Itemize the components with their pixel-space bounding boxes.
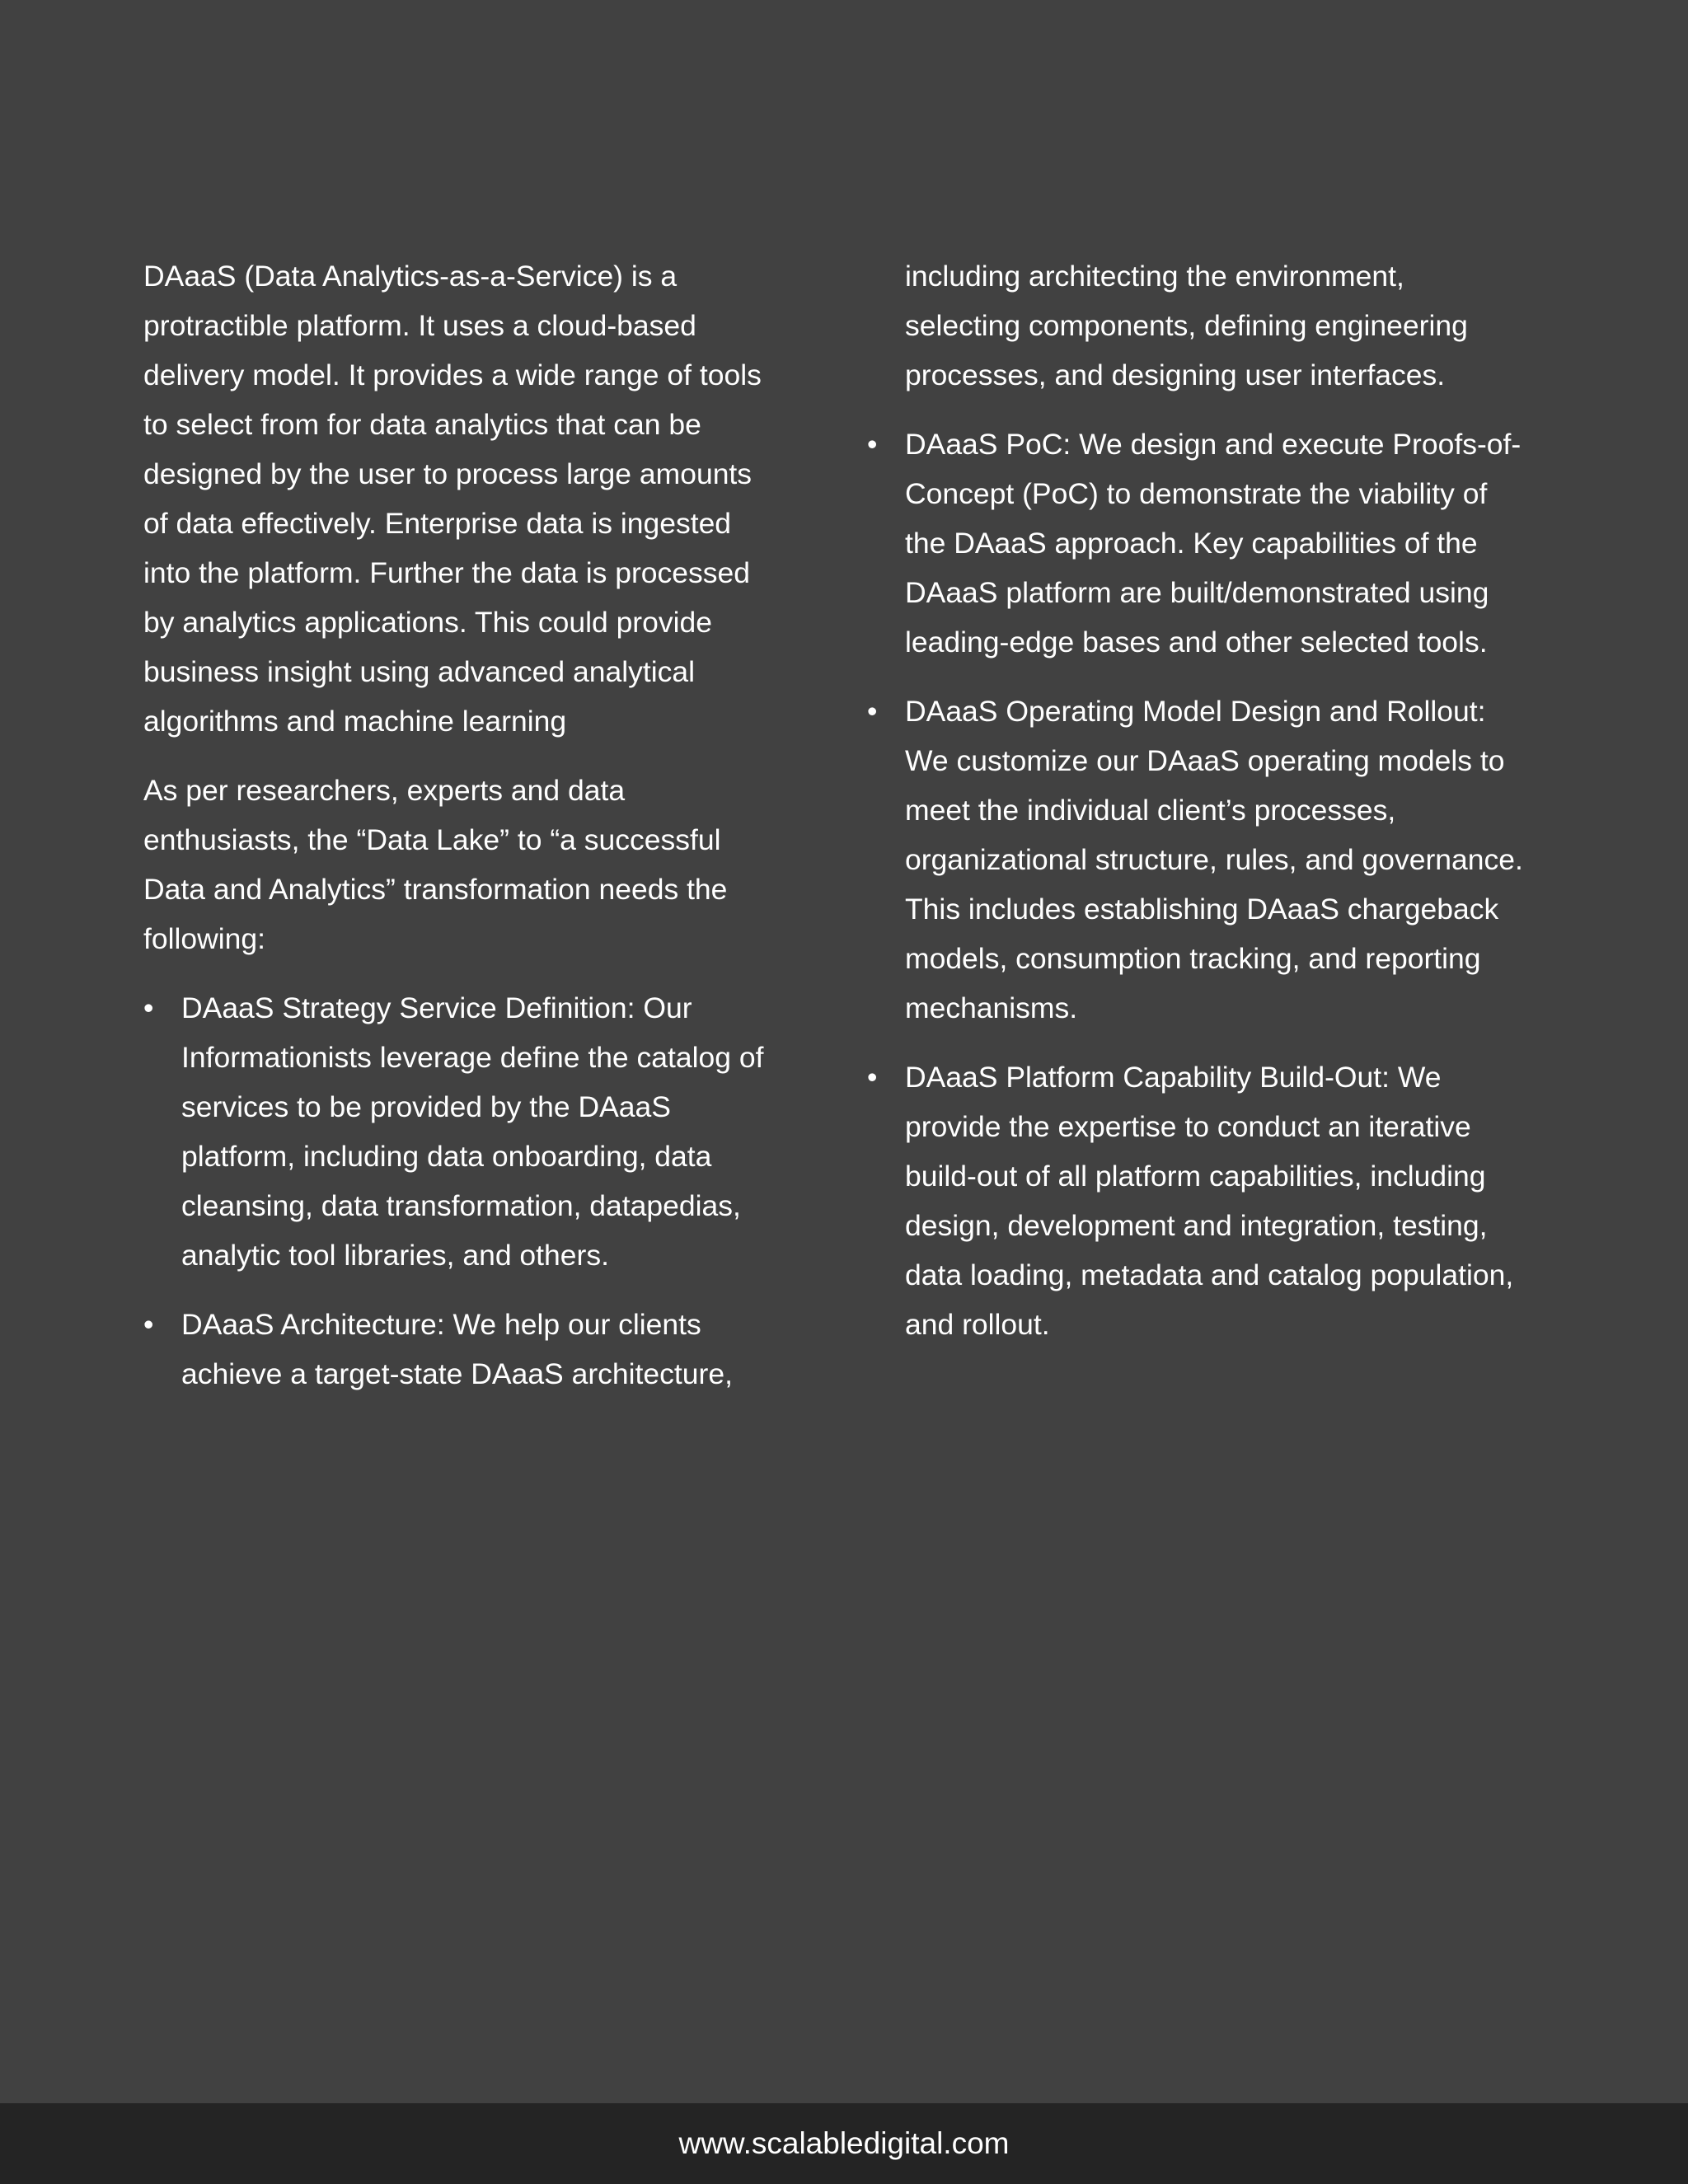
list-item-operating-model (867, 687, 1526, 1033)
list-item-strategy-service-definition (143, 983, 770, 1280)
list-item-text: DAaaS Operating Model Design and Rollout: We customize our DAaaS operating models to meet the individual client’s processes, organizational structure, rules, and governance. This includes establishing DAaaS chargeback models, consumption tracking, and reporting mechanisms. (905, 695, 1523, 1024)
list-item-text: DAaaS Architecture: We help our clients achieve a target-state DAaaS architecture, (181, 1308, 733, 1390)
right-column (867, 251, 1526, 1369)
bullet-icon: • (867, 428, 878, 461)
website-link[interactable]: www.scalabledigital.com (678, 2126, 1010, 2160)
architecture-continuation-text: including architecting the environment, selecting components, defining engineering processes, and designing user interfaces. (905, 260, 1468, 391)
bullet-icon: • (143, 1308, 154, 1341)
footer-bar (0, 2103, 1688, 2184)
services-list-right (867, 419, 1526, 1349)
list-item-text: DAaaS PoC: We design and execute Proofs-of-Concept (PoC) to demonstrate the viability of the DAaaS approach. Key capabilities of the DAaaS platform are built/demonstrated using leading-edge bases and other selected tools. (905, 428, 1522, 658)
left-column (143, 251, 770, 1418)
list-item-platform-build-out (867, 1052, 1526, 1349)
bullet-icon: • (867, 1061, 878, 1094)
list-item-text: DAaaS Strategy Service Definition: Our Informationists leverage define the catalog of services to be provided by the DAaaS platform, including data onboarding, data cleansing, data transformation, datapedias, analytic tool libraries, and others. (181, 991, 764, 1272)
requirements-intro-paragraph: As per researchers, experts and data enthusiasts, the “Data Lake” to “a successful Data and Analytics” transformation needs the following: (143, 774, 728, 955)
intro-paragraph: DAaaS (Data Analytics-as-a-Service) is a protractible platform. It uses a cloud-based delivery model. It provides a wide range of tools to select from for data analytics that can be designed by the user to process large amounts of data effectively. Enterprise data is ingested into the platform. Further the data is processed by analytics applications. This could provide business insight using advanced analytical algorithms and machine learning (143, 260, 762, 738)
bullet-icon: • (867, 695, 878, 728)
list-item-poc (867, 419, 1526, 667)
list-item-text: DAaaS Platform Capability Build-Out: We provide the expertise to conduct an iterative build-out of all platform capabilities, including design, development and integration, testing, data loading, metadata and catalog population, and rollout. (905, 1061, 1514, 1341)
list-item-architecture (143, 1300, 770, 1399)
services-list-left (143, 983, 770, 1399)
bullet-icon: • (143, 991, 154, 1024)
